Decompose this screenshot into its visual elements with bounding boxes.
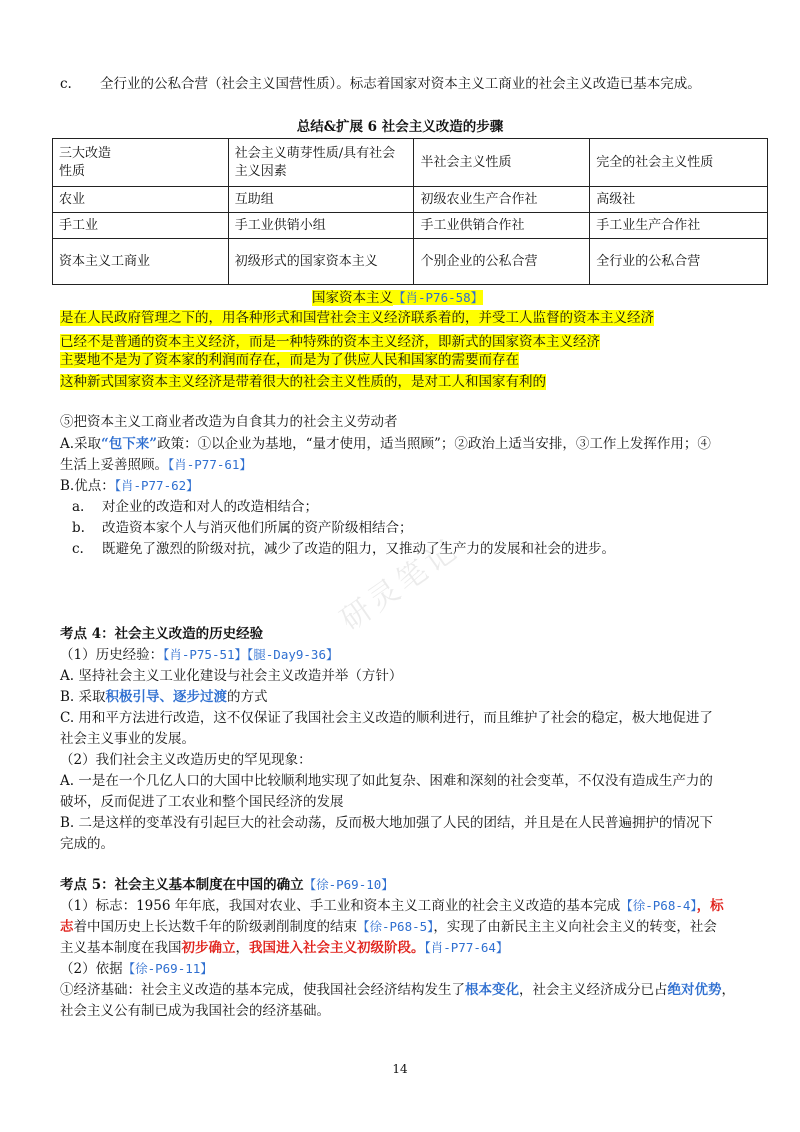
table-header-row: [53, 139, 768, 187]
state-capitalism-ref: 【肖-P76-58】: [393, 290, 484, 305]
table-cell: 资本主义工商业: [53, 239, 229, 285]
section5-b-line: [60, 476, 199, 496]
section5-a-line2: [60, 455, 252, 475]
highlight-term: “包下来”: [101, 436, 158, 452]
text: ，: [721, 982, 735, 998]
kaodian4-p2: （2）我们社会主义改造历史的罕见现象：: [60, 752, 312, 768]
text: 生活上妥善照顾。: [60, 457, 168, 473]
highlight-line: [60, 308, 654, 328]
reform-steps-table: [52, 138, 768, 285]
list-text: 对企业的改造和对人的改造相结合；: [102, 499, 318, 515]
table-row: [53, 239, 768, 285]
highlight-text: 主要地不是为了资本家的利润而存在，而是为了供应人民和国家的需要而存在: [60, 352, 519, 368]
table-cell: 互助组: [228, 187, 414, 213]
table-cell: 全行业的公私合营: [590, 239, 768, 285]
kaodian4-c2: 社会主义事业的发展。: [60, 731, 195, 747]
kaodian5-l1: [60, 896, 724, 916]
text: A.采取: [60, 436, 102, 452]
kaodian4-a2-1: A. 一是在一个几亿人口的大国中比较顺利地实现了如此复杂、困难和深刻的社会变革，不仅没有造成生产力的: [60, 773, 713, 789]
table-cell: 手工业生产合作社: [590, 213, 768, 239]
kaodian5-heading-line: [60, 875, 394, 895]
kaodian4-a: A. 坚持社会主义工业化建设与社会主义改造并举（方针）: [60, 668, 403, 684]
highlight-term: 根本变化: [465, 982, 519, 998]
highlight-term: 绝对优势: [667, 982, 722, 998]
table-cell: 手工业供销小组: [228, 213, 414, 239]
watermark: 研灵笔记: [334, 531, 466, 639]
kaodian4-b2-1: B. 二是这样的变革没有引起巨大的社会动荡，反而极大地加强了人民的团结，并且是在人民普遍拥护的情况下: [60, 815, 714, 831]
top-list-item: [60, 74, 701, 94]
highlight-text: 这种新式国家资本主义经济是带着很大的社会主义性质的，是对工人和国家有利的: [60, 374, 546, 390]
text: ，: [235, 940, 249, 956]
emphasis-text: 初步确立: [181, 940, 236, 956]
kaodian5-e1: [60, 980, 735, 1000]
highlight-line: [60, 350, 519, 370]
page-number: 14: [392, 1062, 408, 1076]
reference-tag: 【徐-P69-10】: [303, 877, 394, 892]
table-row: [53, 213, 768, 239]
reference-tag: 【徐-P68-4】: [620, 898, 697, 913]
table-cell: 手工业供销合作社: [414, 213, 590, 239]
highlight-term: 积极引导、逐步过渡: [105, 689, 228, 705]
list-text: 既避免了激烈的阶级对抗，减少了改造的阻力，又推动了生产力的发展和社会的进步。: [102, 541, 615, 557]
list-item: [72, 518, 413, 538]
text: B.优点：: [60, 478, 115, 494]
list-text: 改造资本家个人与消灭他们所属的资产阶级相结合；: [102, 520, 413, 536]
reference-tag: 【肖-P77-62】: [114, 478, 199, 493]
emphasis-text: 志: [60, 919, 74, 935]
text: （1）标志：1956 年年底，我国对农业、手工业和资本主义工商业的社会主义改造的基本完成: [60, 898, 621, 914]
reference-tag: 【肖-P77-64】: [424, 940, 509, 955]
kaodian5-l2: [60, 917, 717, 937]
state-capitalism-title: 国家资本主义: [312, 290, 393, 306]
text: 着中国历史上长达数千年的阶级剥削制度的结束: [73, 919, 357, 935]
reference-tag: 【徐-P69-11】: [122, 961, 213, 976]
kaodian4-a2-2: 破坏，反而促进了工农业和整个国民经济的发展: [60, 794, 344, 810]
list-marker: b.: [72, 520, 85, 536]
reference-tag: 【肖-P77-61】: [168, 457, 252, 472]
list-item: [72, 539, 615, 559]
list-item: [72, 497, 318, 517]
text: 政策：①以企业为基地，“量才使用，适当照顾”；②政治上适当安排，③工作上发挥作用；④: [157, 436, 711, 452]
table-cell: 初级形式的国家资本主义: [228, 239, 414, 285]
section5-a-line1: [60, 434, 711, 454]
table-row: [53, 187, 768, 213]
list-marker: a.: [72, 499, 85, 515]
kaodian5-heading: 考点 5：社会主义基本制度在中国的确立: [60, 877, 304, 893]
text: ，社会主义经济成分已占: [519, 982, 668, 998]
highlight-text: 已经不是普通的资本主义经济，而是一种特殊的资本主义经济，即新式的国家资本主义经济: [60, 334, 600, 350]
table-header-cell: 半社会主义性质: [414, 139, 590, 187]
section5-heading: ⑤把资本主义工商业者改造为自食其力的社会主义劳动者: [60, 414, 398, 430]
table-cell: 农业: [53, 187, 229, 213]
reference-tag: 【徐-P68-5】: [357, 919, 434, 934]
highlight-line: [60, 372, 546, 392]
text: （1）历史经验：: [60, 647, 164, 663]
emphasis-text: 我国进入社会主义初级阶段。: [249, 940, 425, 956]
table-cell: 个别企业的公私合营: [414, 239, 590, 285]
table-header-cell: 完全的社会主义性质: [590, 139, 768, 187]
kaodian5-p2: [60, 959, 213, 979]
text: ①经济基础：社会主义改造的基本完成，使我国社会经济结构发生了: [60, 982, 465, 998]
text: （2）依据: [60, 961, 123, 977]
kaodian4-heading: 考点 4：社会主义改造的历史经验: [60, 626, 264, 642]
table-cell: 初级农业生产合作社: [414, 187, 590, 213]
kaodian4-p1: [60, 645, 338, 665]
text: B. 采取: [60, 689, 106, 705]
table-header-cell: 三大改造 性质: [53, 139, 229, 187]
table-cell: 手工业: [53, 213, 229, 239]
reference-tag: 【肖-P75-51】【腿-Day9-36】: [163, 647, 339, 662]
kaodian4-b: [60, 687, 268, 707]
list-marker: c.: [72, 541, 84, 557]
text: 的方式: [227, 689, 268, 705]
text: 主义基本制度在我国: [60, 940, 182, 956]
table-header-cell: 社会主义萌芽性质/具有社会主义因素: [228, 139, 414, 187]
kaodian4-b2-2: 完成的。: [60, 836, 114, 852]
list-text: 全行业的公私合营（社会主义国营性质）。标志着国家对资本主义工商业的社会主义改造已基本完成。: [100, 76, 701, 92]
table-caption: 总结&扩展 6 社会主义改造的步骤: [296, 119, 504, 135]
highlight-line: [60, 332, 600, 352]
list-marker: c.: [60, 76, 72, 92]
kaodian4-c1: C. 用和平方法进行改造，这不仅保证了我国社会主义改造的顺利进行，而且维护了社会的稳定，极大地促进了: [60, 710, 713, 726]
emphasis-text: ，标: [696, 898, 724, 914]
highlight-text: 是在人民政府管理之下的，用各种形式和国营社会主义经济联系着的，并受工人监督的资本主义经济: [60, 310, 654, 326]
kaodian5-l3: [60, 938, 508, 958]
kaodian5-e2: 社会主义公有制已成为我国社会的经济基础。: [60, 1003, 330, 1019]
text: ，实现了由新民主主义向社会主义的转变，社会: [433, 919, 717, 935]
state-capitalism-title-line: [312, 288, 483, 308]
table-cell: 高级社: [590, 187, 768, 213]
